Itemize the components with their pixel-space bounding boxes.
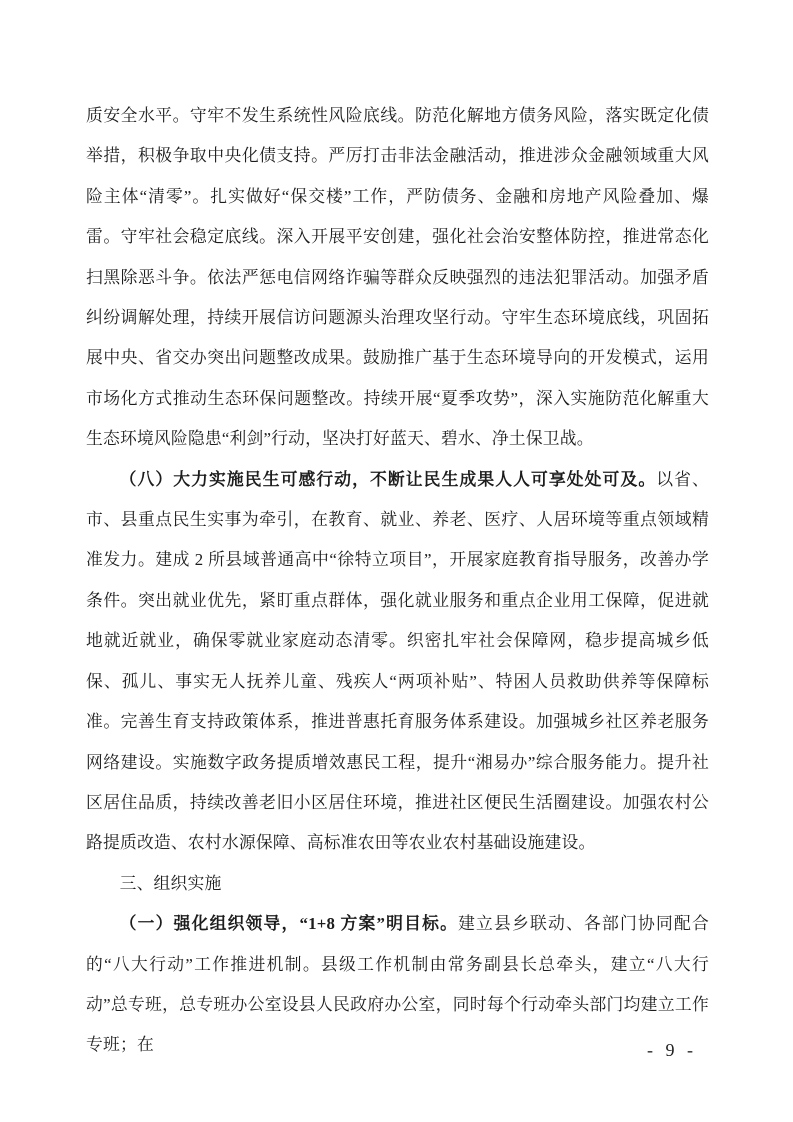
page-number: - 9 -	[647, 1040, 697, 1060]
section-heading	[86, 864, 709, 904]
paragraph-item-8	[86, 460, 709, 864]
section-heading-text: 三、组织实施	[119, 873, 222, 893]
paragraph-bold-lead: （八）大力实施民生可感行动，不断让民生成果人人可享处处可及。	[119, 469, 657, 489]
paragraph-bold-lead: （一）强化组织领导，“1+8 方案”明目标。	[119, 914, 459, 934]
paragraph-text: 以省、市、县重点民生实事为牵引，在教育、就业、养老、医疗、人居环境等重点领域精准发力。建成 2 所县域普通高中“徐特立项目”，开展家庭教育指导服务，改善办学条件。突出就业优先，紧盯重点群体，强化就业服务和重点企业用工保障，促进就地就近就业，确保零就业家庭动态清零。织密扎牢社会保障网，稳步提高城乡低保、孤儿、事实无人抚养儿童、残疾人“两项补贴”、特困人员救助供养等保障标准。完善生育支持政策体系，推进普惠托育服务体系建设。加强城乡社区养老服务网络建设。实施数字政务提质增效惠民工程，提升“湘易办”综合服务能力。提升社区居住品质，持续改善老旧小区居住环境，推进社区便民生活圈建设。加强农村公路提质改造、农村水源保障、高标准农田等农业农村基础设施建设。	[86, 469, 709, 853]
paragraph-text: 质安全水平。守牢不发生系统性风险底线。防范化解地方债务风险，落实既定化债举措，积极争取中央化债支持。严厉打击非法金融活动，推进涉众金融领域重大风险主体“清零”。扎实做好“保交楼”工作，严防债务、金融和房地产风险叠加、爆雷。守牢社会稳定底线。深入开展平安创建，强化社会治安整体防控，推进常态化扫黑除恶斗争。依法严惩电信网络诈骗等群众反映强烈的违法犯罪活动。加强矛盾纠纷调解处理，持续开展信访问题源头治理攻坚行动。守牢生态环境底线，巩固拓展中央、省交办突出问题整改成果。鼓励推广基于生态环境导向的开发模式，运用市场化方式推动生态环保问题整改。持续开展“夏季攻势”，深入实施防范化解重大生态环境风险隐患“利剑”行动，坚决打好蓝天、碧水、净土保卫战。	[86, 106, 709, 449]
paragraph-text: 建立县乡联动、各部门协同配合的“八大行动”工作推进机制。县级工作机制由常务副县长总牵头，建立“八大行动”总专班，总专班办公室设县人民政府办公室，同时每个行动牵头部门均建立工作专班；在	[86, 914, 709, 1055]
paragraph-continuation	[86, 96, 709, 460]
paragraph-item-1	[86, 904, 709, 1066]
text-block	[86, 96, 709, 1066]
